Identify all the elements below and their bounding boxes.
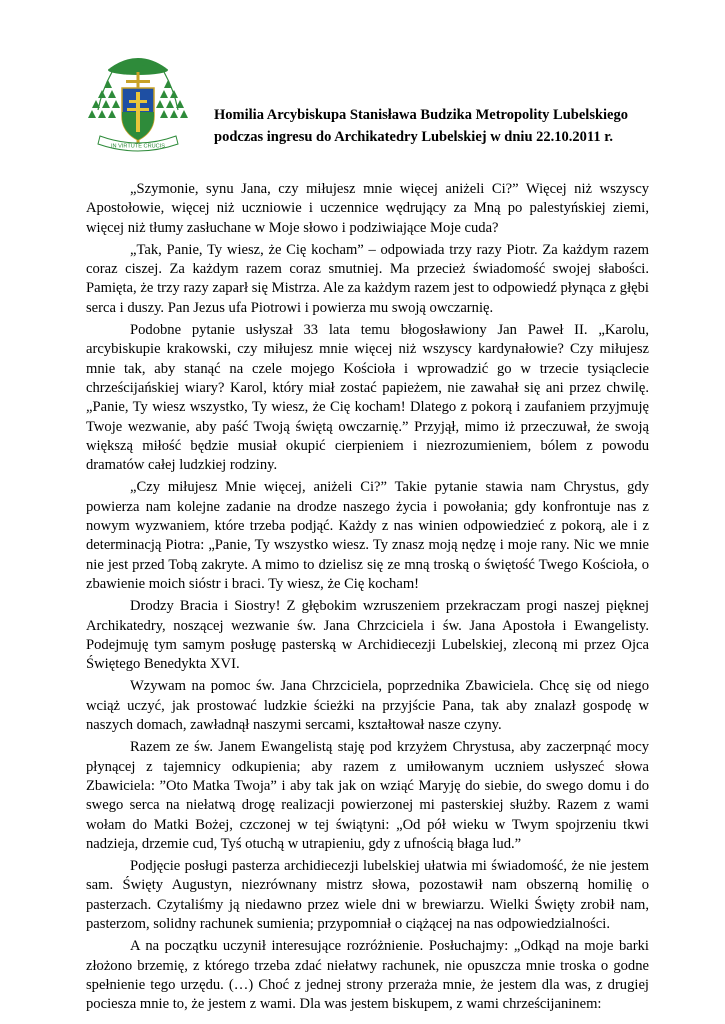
page-title xyxy=(214,104,664,148)
paragraph: Podjęcie posługi pasterza archidiecezji lubelskiej ułatwia mi świadomość, że nie jestem sam. Święty Augustyn, niezrównany mistrz słowa, pozostawił nam obszerną homilię o pasterzach. Czytaliśmy ją niedawno przez wiele dni w brewiarzu. Wielki Święty zrobił nam, pasterzom, solidny rachunek sumienia; przypomniał o ciążącej na nas odpowiedzialności. xyxy=(86,858,649,932)
title-line-2: podczas ingresu do Archikatedry Lubelskiej w dniu 22.10.2011 r. xyxy=(214,129,613,145)
paragraph: Razem ze św. Janem Ewangelistą staję pod krzyżem Chrystusa, aby zaczerpnąć mocy płynącej z tajemnicy odkupienia; aby razem z umiłowanym uczniem usłyszeć słowa Zbawiciela: ”Oto Matka Twoja” i aby tak jak on wziąć Maryję do siebie, do swego domu i do swego serca na niełatwą drogę realizacji powierzonej mi pasterskiej służby. Razem z wami wołam do Matki Bożej, czczonej w tej świątyni: „Od pół wieku w Twym spojrzeniu tkwi nadzieja, drzemie cud, Tyś otuchą w utrapieniu, gdy z ufnością błaga lud.” xyxy=(86,739,649,852)
paragraph: „Czy miłujesz Mnie więcej, aniżeli Ci?” Takie pytanie stawia nam Chrystus, gdy powierza nam kolejne zadanie na drodze naszego życia i powołania; gdy konfrontuje nas z nowym wyzwaniem, które trzeba podjąć. Każdy z nas winien odpowiedzieć z pokorą, ale i z determinacją Piotra: „Panie, Ty wszystko wiesz. Ty znasz moją nędzę i moje rany. Nic we mnie nie jest przed Tobą zakryte. A mimo to dzielisz się ze mną troską o świętość Twego Kościoła, o zbawienie moich sióstr i braci. Ty wiesz, że Cię kocham! xyxy=(86,479,649,592)
paragraph: Wzywam na pomoc św. Jana Chrzciciela, poprzednika Zbawiciela. Chcę się od niego wciąż uczyć, jak prostować ludzkie ścieżki na przyjście Pana, tak aby znalazł gospodę w naszych domach, zawładnął naszymi sercami, kształtował nasze czyny. xyxy=(86,678,649,734)
homily-body xyxy=(86,180,649,1017)
paragraph: Drodzy Bracia i Siostry! Z głębokim wzruszeniem przekraczam progi naszej pięknej Archikatedry, noszącej wezwanie św. Jana Chrzciciela i św. Jana Apostoła i Ewangelisty. Podejmuję tym samym posługę pasterską w Archidiecezji Lubelskiej, zleconą mi przez Ojca Świętego Benedykta XVI. xyxy=(86,598,649,673)
paragraph: A na początku uczynił interesujące rozróżnienie. Posłuchajmy: „Odkąd na moje barki złożono brzemię, z którego trzeba zdać niełatwy rachunek, nie opuszcza mnie troska o godne spełnienie tego urzędu. (…) Choć z jednej strony przeraża mnie, że jestem dla was, z drugiej pociesza mnie to, że jestem z wami. Dla was jestem biskupem, z wami chrześcijaninem: xyxy=(86,938,649,1013)
paragraph: „Szymonie, synu Jana, czy miłujesz mnie więcej aniżeli Ci?” Więcej niż wszyscy Apostołowie, więcej niż uczniowie i uczennice wędrujący za Mną po palestyńskiej ziemi, więcej niż tłumy zasłuchane w Moje słowo i podziwiające Moje cuda? xyxy=(86,181,649,236)
crest-motto: IN VIRTUTE CRUCIS xyxy=(111,143,165,150)
coat-of-arms-icon xyxy=(82,50,194,162)
title-line-1: Homilia Arcybiskupa Stanisława Budzika Metropolity Lubelskiego xyxy=(214,107,628,123)
paragraph: Podobne pytanie usłyszał 33 lata temu błogosławiony Jan Paweł II. „Karolu, arcybiskupie krakowski, czy miłujesz mnie więcej niż wszyscy kardynałowie? Czy miłujesz mnie tak, aby stanąć na czele mojego Kościoła i wprowadzić go w trzecie tysiąclecie chrześcijańskiej wiary? Karol, który miał zostać papieżem, nie zawahał się ani przez chwilę. „Panie, Ty wiesz wszystko, Ty wiesz, że Cię kocham! Dlatego z pokorą i zaufaniem przyjmuję Twoje wezwanie, aby paść Twoją świętą owczarnię.” Przyjął, mimo iż przeczuwał, że swoją większą miłość będzie musiał okupić cierpieniem i niezrozumieniem, bólem z powodu dramatów całej ludzkiej rodziny. xyxy=(86,322,649,474)
paragraph: „Tak, Panie, Ty wiesz, że Cię kocham” – odpowiada trzy razy Piotr. Za każdym razem coraz ciszej. Za każdym razem coraz smutniej. Ma przecież świadomość swojej słabości. Pamięta, że trzy razy zaparł się Mistrza. Ale za każdym razem jest to odpowiedź płynąca z głębi serca i duszy. Pan Jezus ufa Piotrowi i powierza mu swoją owczarnię. xyxy=(86,241,649,316)
